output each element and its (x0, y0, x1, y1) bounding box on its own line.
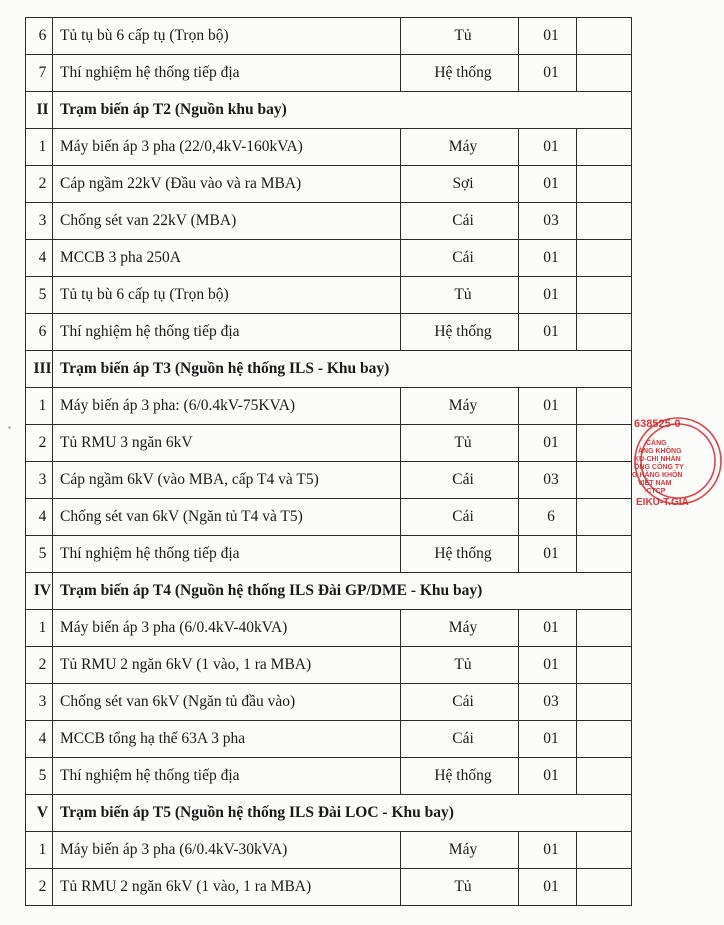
table-row (26, 758, 632, 795)
row-number: 4 (26, 240, 53, 277)
row-number: 2 (26, 166, 53, 203)
item-note (577, 647, 632, 684)
item-quantity: 01 (519, 18, 577, 55)
table-row (26, 684, 632, 721)
section-title: Trạm biến áp T4 (Nguồn hệ thống ILS Đài GP/DME - Khu bay) (53, 573, 632, 610)
item-note (577, 388, 632, 425)
item-note (577, 499, 632, 536)
item-name: Thí nghiệm hệ thống tiếp địa (53, 55, 401, 92)
item-unit: Tủ (401, 277, 519, 314)
stamp-line-1: CẢNG (646, 440, 667, 447)
item-unit: Cái (401, 499, 519, 536)
item-note (577, 425, 632, 462)
stamp-line-2: ÀNG KHÔNG (638, 448, 682, 455)
item-quantity: 03 (519, 462, 577, 499)
item-note (577, 758, 632, 795)
item-quantity: 01 (519, 647, 577, 684)
table-row (26, 18, 632, 55)
table-row (26, 240, 632, 277)
item-name: Tủ RMU 3 ngăn 6kV (53, 425, 401, 462)
section-title: Trạm biến áp T3 (Nguồn hệ thống ILS - Khu bay) (53, 351, 632, 388)
section-number: IV (26, 573, 53, 610)
item-name: MCCB tổng hạ thế 63A 3 pha (53, 721, 401, 758)
table-row (26, 388, 632, 425)
item-unit: Cái (401, 721, 519, 758)
table-row (26, 499, 632, 536)
item-name: Máy biến áp 3 pha: (6/0.4kV-75KVA) (53, 388, 401, 425)
item-note (577, 610, 632, 647)
item-quantity: 01 (519, 166, 577, 203)
section-header-row (26, 92, 632, 129)
stamp-line-7: -CTCP (644, 488, 666, 495)
item-quantity: 01 (519, 536, 577, 573)
section-number: V (26, 795, 53, 832)
item-name: Cáp ngầm 22kV (Đầu vào và ra MBA) (53, 166, 401, 203)
item-unit: Hệ thống (401, 758, 519, 795)
item-quantity: 01 (519, 129, 577, 166)
item-note (577, 832, 632, 869)
section-number: II (26, 92, 53, 129)
stamp-line-5: G HÀNG KHÔN (632, 472, 683, 479)
section-header-row (26, 573, 632, 610)
item-unit: Cái (401, 240, 519, 277)
row-number: 4 (26, 721, 53, 758)
item-note (577, 129, 632, 166)
item-quantity: 01 (519, 240, 577, 277)
section-header-row (26, 795, 632, 832)
item-name: Tủ tụ bù 6 cấp tụ (Trọn bộ) (53, 18, 401, 55)
table-row (26, 203, 632, 240)
section-number: III (26, 351, 53, 388)
table-row (26, 166, 632, 203)
item-unit: Hệ thống (401, 536, 519, 573)
item-quantity: 03 (519, 203, 577, 240)
item-note (577, 18, 632, 55)
item-unit: Cái (401, 462, 519, 499)
table-row (26, 832, 632, 869)
row-number: 1 (26, 832, 53, 869)
item-quantity: 01 (519, 55, 577, 92)
stamp-line-6: VIỆT NAM (638, 480, 672, 487)
item-name: Chống sét van 6kV (Ngăn tủ T4 và T5) (53, 499, 401, 536)
item-unit: Máy (401, 832, 519, 869)
table-row (26, 55, 632, 92)
stamp-line-4: ỔNG CÔNG TY (634, 464, 684, 471)
section-title: Trạm biến áp T2 (Nguồn khu bay) (53, 92, 632, 129)
item-name: Thí nghiệm hệ thống tiếp địa (53, 536, 401, 573)
item-note (577, 166, 632, 203)
section-header-row (26, 351, 632, 388)
item-unit: Tủ (401, 647, 519, 684)
item-note (577, 869, 632, 906)
item-note (577, 55, 632, 92)
table-row (26, 129, 632, 166)
item-quantity: 01 (519, 425, 577, 462)
item-name: MCCB 3 pha 250A (53, 240, 401, 277)
row-number: 2 (26, 647, 53, 684)
item-note (577, 314, 632, 351)
row-number: 3 (26, 203, 53, 240)
stamp-code: 638525-0 (634, 418, 681, 430)
item-quantity: 03 (519, 684, 577, 721)
item-quantity: 01 (519, 758, 577, 795)
equipment-table (25, 17, 632, 906)
item-note (577, 536, 632, 573)
equipment-table-body (26, 18, 632, 906)
item-name: Tủ tụ bù 6 cấp tụ (Trọn bộ) (53, 277, 401, 314)
row-number: 3 (26, 462, 53, 499)
item-unit: Tủ (401, 18, 519, 55)
stamp-line-8: EIKU-T.GIA (636, 497, 689, 508)
item-unit: Máy (401, 129, 519, 166)
item-unit: Máy (401, 610, 519, 647)
item-name: Chống sét van 6kV (Ngăn tủ đầu vào) (53, 684, 401, 721)
item-unit: Tủ (401, 869, 519, 906)
table-row (26, 610, 632, 647)
row-number: 1 (26, 129, 53, 166)
stamp-line-3: KU-CHI NHÁN (634, 456, 681, 463)
item-note (577, 684, 632, 721)
item-name: Chống sét van 22kV (MBA) (53, 203, 401, 240)
item-quantity: 01 (519, 721, 577, 758)
item-name: Máy biến áp 3 pha (6/0.4kV-40kVA) (53, 610, 401, 647)
row-number: 2 (26, 425, 53, 462)
table-row (26, 425, 632, 462)
item-unit: Hệ thống (401, 55, 519, 92)
item-quantity: 01 (519, 610, 577, 647)
item-unit: Hệ thống (401, 314, 519, 351)
table-row (26, 721, 632, 758)
item-unit: Tủ (401, 425, 519, 462)
table-row (26, 869, 632, 906)
item-name: Thí nghiệm hệ thống tiếp địa (53, 314, 401, 351)
row-number: 5 (26, 758, 53, 795)
item-quantity: 01 (519, 314, 577, 351)
item-note (577, 721, 632, 758)
item-quantity: 01 (519, 388, 577, 425)
row-number: 7 (26, 55, 53, 92)
row-number: 5 (26, 277, 53, 314)
row-number: 6 (26, 18, 53, 55)
company-seal-stamp (632, 415, 724, 507)
item-unit: Máy (401, 388, 519, 425)
item-name: Máy biến áp 3 pha (22/0,4kV-160kVA) (53, 129, 401, 166)
table-row (26, 536, 632, 573)
item-note (577, 277, 632, 314)
item-name: Cáp ngầm 6kV (vào MBA, cấp T4 và T5) (53, 462, 401, 499)
item-name: Tủ RMU 2 ngăn 6kV (1 vào, 1 ra MBA) (53, 647, 401, 684)
item-quantity: 01 (519, 277, 577, 314)
scan-speck (8, 426, 11, 429)
item-name: Máy biến áp 3 pha (6/0.4kV-30kVA) (53, 832, 401, 869)
item-quantity: 01 (519, 869, 577, 906)
row-number: 3 (26, 684, 53, 721)
row-number: 1 (26, 610, 53, 647)
item-quantity: 6 (519, 499, 577, 536)
table-row (26, 314, 632, 351)
item-note (577, 240, 632, 277)
row-number: 2 (26, 869, 53, 906)
table-row (26, 462, 632, 499)
table-row (26, 277, 632, 314)
table-row (26, 647, 632, 684)
section-title: Trạm biến áp T5 (Nguồn hệ thống ILS Đài LOC - Khu bay) (53, 795, 632, 832)
row-number: 4 (26, 499, 53, 536)
item-unit: Cái (401, 684, 519, 721)
item-note (577, 462, 632, 499)
item-name: Thí nghiệm hệ thống tiếp địa (53, 758, 401, 795)
row-number: 5 (26, 536, 53, 573)
row-number: 1 (26, 388, 53, 425)
item-name: Tủ RMU 2 ngăn 6kV (1 vào, 1 ra MBA) (53, 869, 401, 906)
row-number: 6 (26, 314, 53, 351)
item-quantity: 01 (519, 832, 577, 869)
item-unit: Cái (401, 203, 519, 240)
item-unit: Sợi (401, 166, 519, 203)
item-note (577, 203, 632, 240)
